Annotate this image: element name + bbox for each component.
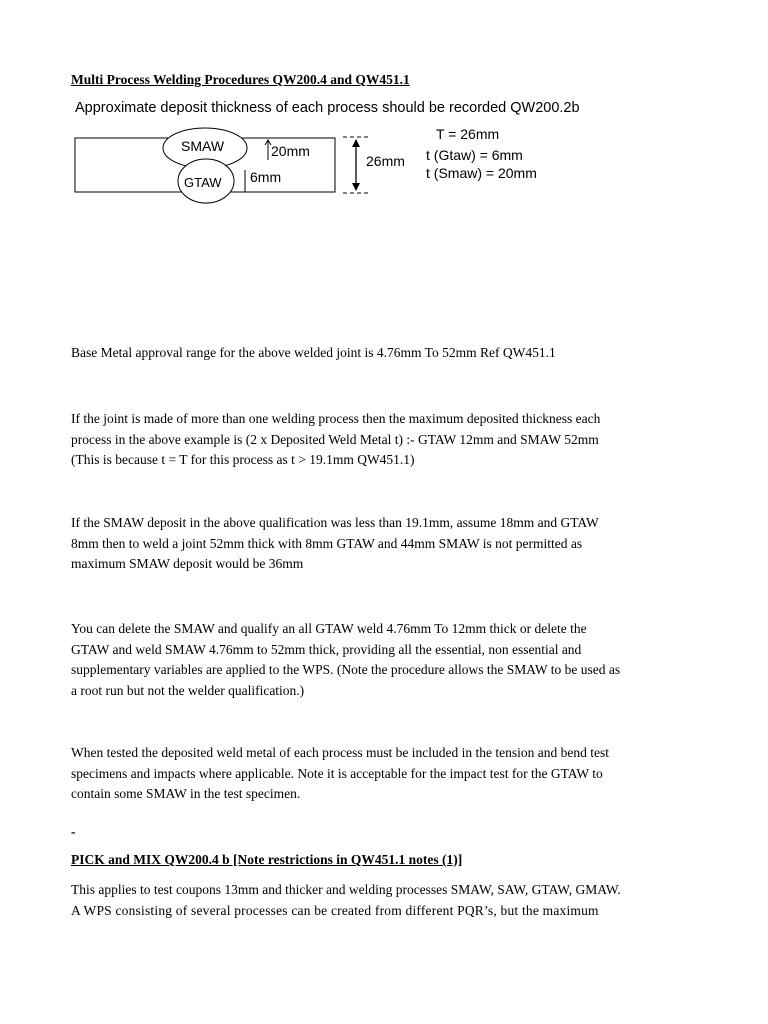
total-thickness: 26mm [366,153,405,169]
paragraph-approval-range [71,343,711,364]
text-line: Base Metal approval range for the above welded joint is 4.76mm To 52mm Ref QW451.1 [71,345,556,360]
page-title: Multi Process Welding Procedures QW200.4 and QW451.1 [71,72,410,87]
paragraph-pick-and-mix [71,880,751,921]
paragraph-testing [71,743,711,805]
text-line: a root run but not the welder qualification.) [71,682,305,698]
weld-thickness-diagram [60,120,580,240]
text-line: If the SMAW deposit in the above qualification was less than 19.1mm, assume 18mm and GTAW [71,515,599,530]
smaw-thickness: 20mm [271,143,310,159]
text-line: contain some SMAW in the test specimen. [71,786,301,801]
gtaw-thickness: 6mm [250,169,282,185]
text-line: 8mm then to weld a joint 52mm thick with 8mm GTAW and 44mm SMAW is not permitted as [71,535,583,551]
text-line: (This is because t = T for this process as t > 19.1mm QW451.1) [71,452,415,467]
legend-gtaw: t (Gtaw) = 6mm [426,147,523,163]
text-line: A WPS consisting of several processes can be created from different PQR’s, but the maximum [71,902,599,918]
dash-marker: - [71,824,76,839]
up-arrow-icon [352,139,360,147]
paragraph-smaw-deposit [71,513,711,575]
legend-total: T = 26mm [436,126,500,142]
section-heading-pick-and-mix: PICK and MIX QW200.4 b [Note restrictions in QW451.1 notes (1)] [71,852,463,867]
gtaw-label: GTAW [184,175,222,190]
diagram-caption: Approximate deposit thickness of each process should be recorded QW200.2b [75,100,580,116]
text-line: You can delete the SMAW and qualify an all GTAW weld 4.76mm To 12mm thick or delete the [71,621,587,636]
text-line: specimens and impacts where applicable. Note it is acceptable for the impact test for the GTAW to [71,765,603,781]
text-line: process in the above example is (2 x Deposited Weld Metal t) :- GTAW 12mm and SMAW 52mm [71,431,599,447]
text-line: maximum SMAW deposit would be 36mm [71,556,304,571]
smaw-label: SMAW [181,138,225,154]
paragraph-multi-process [71,409,711,471]
down-arrow-icon [352,183,360,191]
text-line: This applies to test coupons 13mm and thicker and welding processes SMAW, SAW, GTAW, GMAW. [71,882,621,897]
legend-smaw: t (Smaw) = 20mm [426,165,537,181]
paragraph-delete-process [71,619,711,701]
text-line: When tested the deposited weld metal of each process must be included in the tension and bend test [71,745,609,760]
text-line: If the joint is made of more than one welding process then the maximum deposited thickness each [71,411,601,426]
text-line: supplementary variables are applied to the WPS. (Note the procedure allows the SMAW to be used as [71,662,621,677]
text-line: GTAW and weld SMAW 4.76mm to 52mm thick, providing all the essential, non essential and [71,641,582,657]
